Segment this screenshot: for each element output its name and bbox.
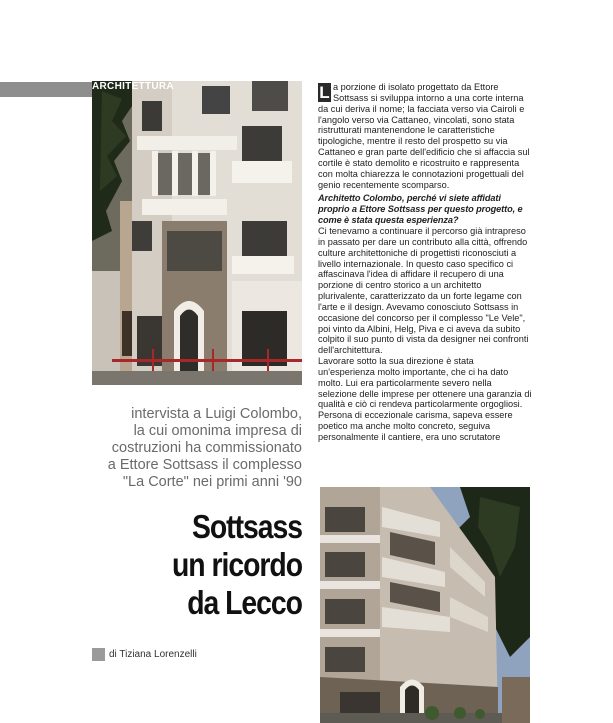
intro-line: intervista a Luigi Colombo, (131, 406, 302, 422)
intro-line: a Ettore Sottsass il complesso (107, 457, 302, 473)
interview-answer: Persona di eccezionale carisma, sapeva essere poetico ma anche molto concreto, seguiva personalmente il cantiere, era uno scrutatore (318, 410, 513, 442)
byline (92, 648, 197, 661)
interview-answer: Ci tenevamo a continuare il percorso già intrapreso in passato per dare un contributo alla città, offrendo culture architettoniche di progettisti riconosciuti a livello internazionale. In questo caso specifico ci affascinava l'idea di affidare il recupero di una porzione di centro storico a un architetto plurivalente, caratterizzato da un forte legame con l'arte e il design. Avevamo conosciuto Sottsass in occasione del concorso per il complesso "Le Vele", poi vinto da Albini, Helg, Piva e ci aveva da subito colpito il suo punto di vista da designer nei confronti dell'architettura. (318, 225, 529, 356)
title-line: un ricordo (171, 546, 302, 583)
byline-marker (92, 648, 105, 661)
article-title (121, 508, 302, 622)
intro-line: "La Corte" nei primi anni '90 (122, 474, 302, 490)
byline-text: di Tiziana Lorenzelli (109, 649, 197, 660)
interview-answer: Lavorare sotto la sua direzione è stata un'esperienza molto importante, che ci ha dato molto. Lui era particolarmente severo nella selezione delle imprese per ottenere una garanzia di qualità e ciò ci rendeva particolarmente orgogliosi. (318, 356, 532, 410)
intro-line: la cui omonima impresa di (133, 423, 302, 439)
dropcap: L (319, 83, 330, 102)
building-photo-top (92, 81, 302, 385)
intro-line: costruzioni ha commissionato (111, 440, 302, 456)
building-photo-bottom (320, 487, 530, 723)
paragraph-intro (318, 82, 532, 190)
paragraph-intro-text: a porzione di isolato progettato da Ettore Sottsass si sviluppa intorno a una corte interna da cui deriva il nome; la facciata verso via Cairoli e l'angolo verso via Cattaneo, vincolati, sono stata ristrutturati mantenendone le caratteristiche tipologiche, mentre il resto del prospetto su via Cattaneo e gran parte dell'edificio che si affaccia sul cortile è stato demolito e ricostruito e rappresenta con molta chiarezza le connotazioni progettuali del genio recentemente scomparso. (318, 82, 530, 190)
section-label: ARCHITETTURA (92, 81, 174, 92)
article-body (318, 82, 532, 443)
title-line: da Lecco (187, 584, 302, 621)
intro-text (92, 406, 302, 491)
section-bar (0, 82, 92, 97)
interview-question: Architetto Colombo, perché vi siete affidati proprio a Ettore Sottsass per questo progetto, e come è stata questa esperienza? (318, 193, 523, 226)
title-line: Sottsass (191, 508, 302, 545)
